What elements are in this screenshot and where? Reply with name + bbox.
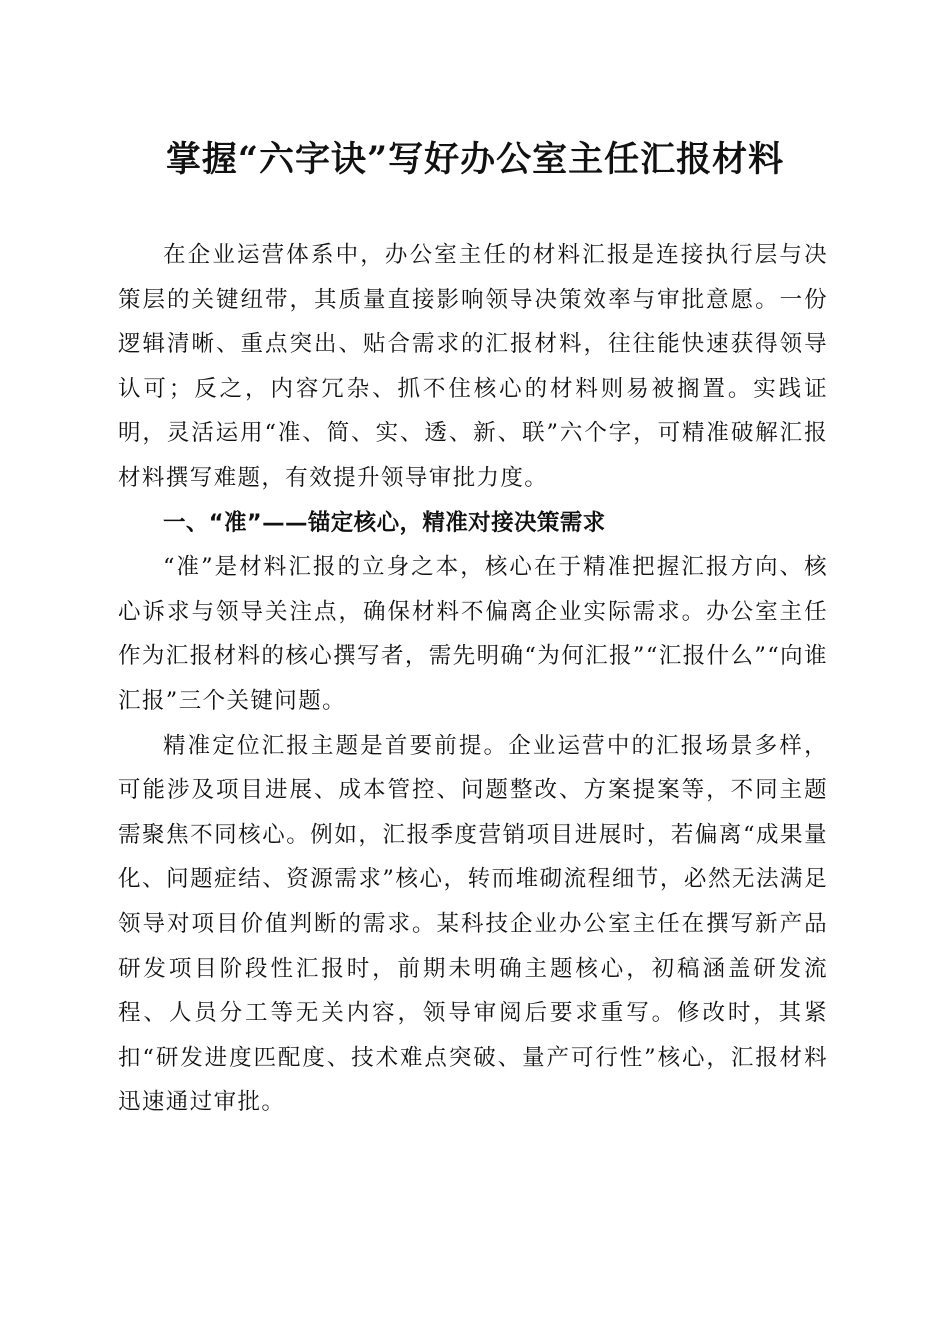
document-title: 掌握“六字诀”写好办公室主任汇报材料 xyxy=(165,139,785,180)
paragraph-intro: 在企业运营体系中，办公室主任的材料汇报是连接执行层与决策层的关键纽带，其质量直接影响领导决策效率与审批意愿。一份逻辑清晰、重点突出、贴合需求的汇报材料，往往能快速获得领导认可；反之，内容冗杂、抓不住核心的材料则易被搁置。实践证明，灵活运用“准、简、实、透、新、联”六个字，可精准破解汇报材料撰写难题，有效提升领导审批力度。 xyxy=(118,242,828,491)
paragraph-section1-2: 精准定位汇报主题是首要前提。企业运营中的汇报场景多样，可能涉及项目进展、成本管控、问题整改、方案提案等，不同主题需聚焦不同核心。例如，汇报季度营销项目进展时，若偏离“成果量化、问题症结、资源需求”核心，转而堆砌流程细节，必然无法满足领导对项目价值判断的需求。某科技企业办公室主任在撰写新产品研发项目阶段性汇报时，前期未明确主题核心，初稿涵盖研发流程、人员分工等无关内容，领导审阅后要求重写。修改时，其紧扣“研发进度匹配度、技术难点突破、量产可行性”核心，汇报材料迅速通过审批。 xyxy=(118,732,828,1116)
section-heading-1: 一、“准”——锚定核心，精准对接决策需求 xyxy=(163,509,606,536)
paragraph-section1-1: “准”是材料汇报的立身之本，核心在于精准把握汇报方向、核心诉求与领导关注点，确保材料不偏离企业实际需求。办公室主任作为汇报材料的核心撰写者，需先明确“为何汇报”“汇报什么”“向谁汇报”三个关键问题。 xyxy=(118,554,828,714)
document-body xyxy=(118,233,828,1125)
